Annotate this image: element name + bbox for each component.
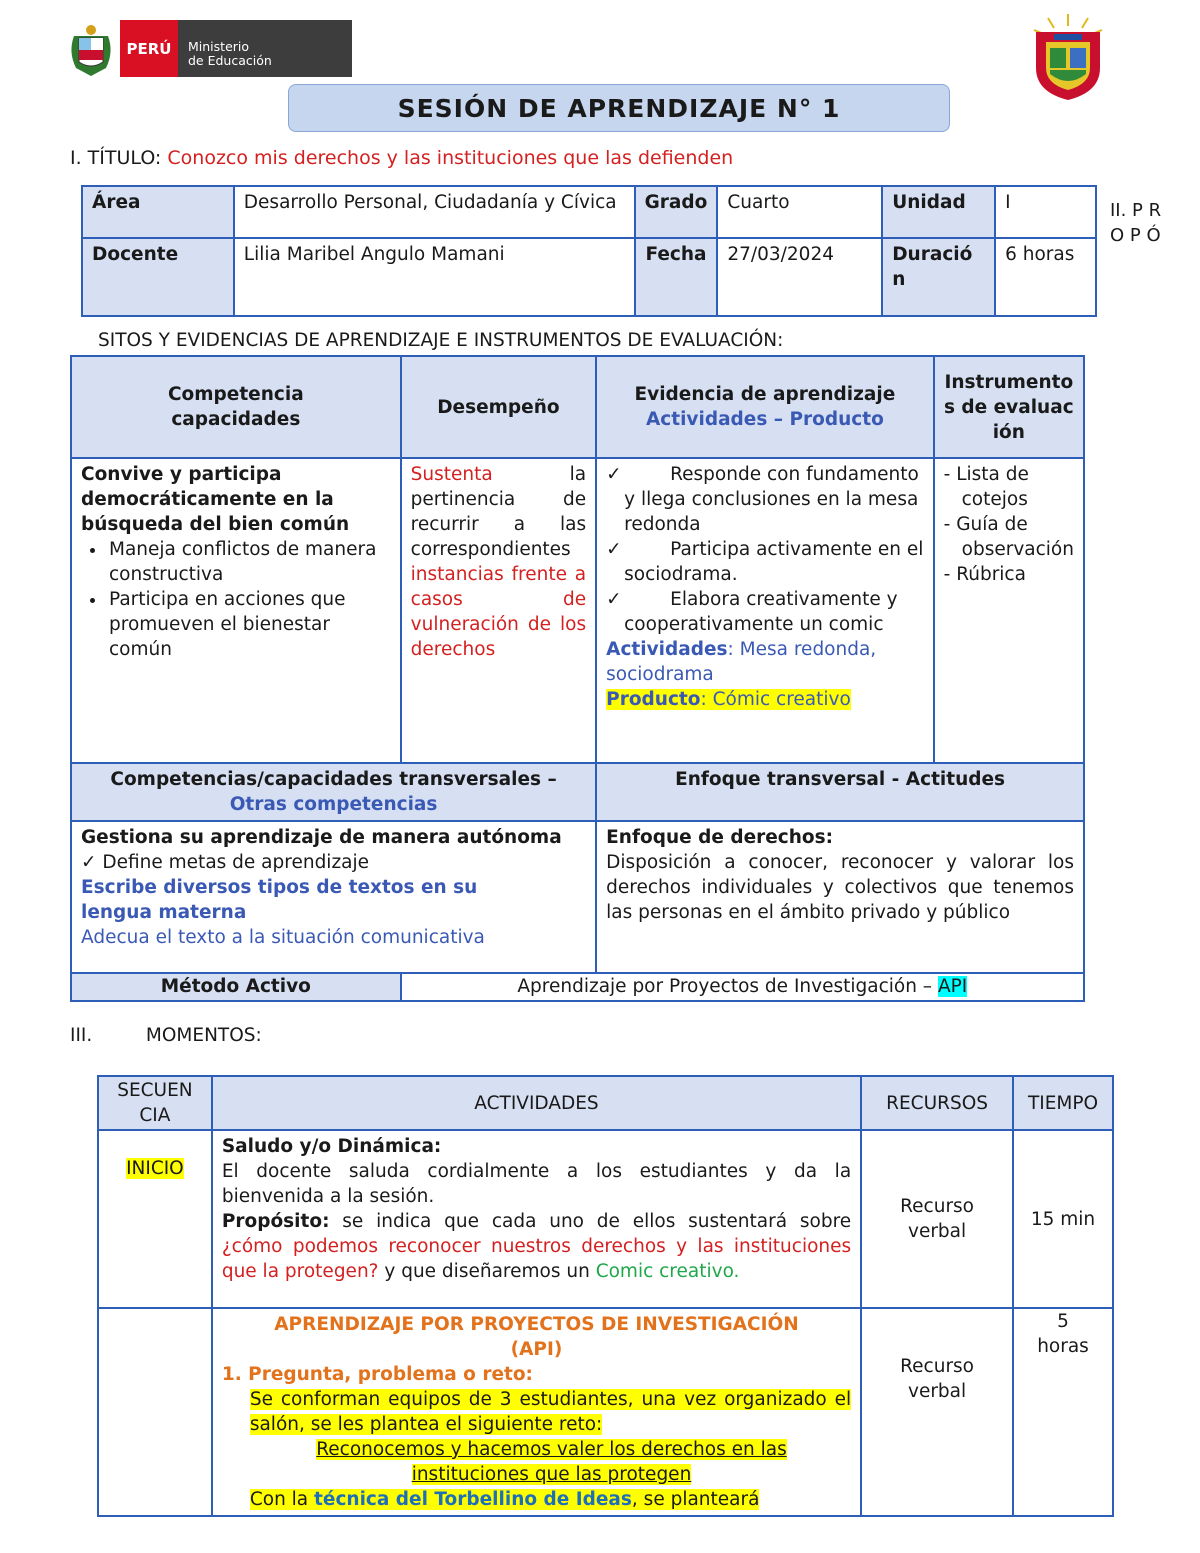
secuencia-empty-cell (98, 1308, 212, 1516)
api-title: APRENDIZAJE POR PROYECTOS DE INVESTIGACIÓN (API) (274, 1314, 799, 1360)
header-recursos: RECURSOS (861, 1076, 1013, 1130)
evidencia-item: ✓ Elabora creativamente y cooperativamente un comic (606, 589, 898, 635)
step1-text-wrap (222, 1387, 851, 1437)
metodo-value: Aprendizaje por Proyectos de Investigación – (517, 976, 933, 997)
area-value: Desarrollo Personal, Ciudadanía y Cívica (234, 186, 635, 238)
desempeno-verb: Sustenta (410, 464, 493, 485)
inicio-actividades-cell (212, 1130, 861, 1308)
producto-value: : Cómic creativo (700, 689, 851, 710)
enfoque-cell (596, 821, 1084, 973)
check-icon: ✓ (606, 464, 622, 485)
desempeno-text: la pertinencia de recurrir a las correspondientes (410, 464, 587, 560)
tecnica-name: técnica del Torbellino de Ideas (314, 1489, 632, 1510)
header-competencia: Competencia capacidades (71, 356, 401, 458)
inicio-tiempo: 15 min (1013, 1130, 1113, 1308)
desempeno-red-text: instancias frente a casos de vulneración de los derechos (410, 564, 587, 660)
api-recurso: Recurso verbal (861, 1308, 1013, 1516)
evidencia-item: ✓ Participa activamente en el sociodrama. (606, 539, 924, 585)
ministerio-label (178, 20, 272, 77)
ministerio-line1: Ministerio (188, 39, 250, 54)
check-icon: ✓ (606, 589, 622, 610)
enfoque-title: Enfoque de derechos: (606, 827, 834, 848)
metodo-label: Método Activo (71, 973, 401, 1001)
section-iii-heading (70, 1025, 262, 1046)
competencia-title: Convive y participa democráticamente en la búsqueda del bien común (81, 464, 350, 535)
capacidad-item: • Participa en acciones que promueven el bienestar común (107, 587, 391, 662)
section-iii-title: MOMENTOS: (145, 1025, 262, 1046)
secuencia-inicio: INICIO (126, 1158, 184, 1179)
instrumento-item: - Guía de observación (943, 514, 1074, 560)
unidad-label: Unidad (882, 186, 995, 238)
peru-label: PERÚ (120, 20, 178, 77)
section-iii-label: III. (70, 1025, 93, 1046)
evidencia-cell (596, 458, 934, 763)
escribe-title: Escribe diversos tipos de textos en su lengua materna (81, 877, 478, 923)
tecnica-pre: Con la (249, 1489, 309, 1510)
header-secuencia: SECUENCIA (98, 1076, 212, 1130)
header-instrumentos: Instrumentos de evaluación (934, 356, 1084, 458)
capacidades-list (81, 537, 391, 662)
ministerio-educacion-logo (120, 20, 352, 77)
header-tiempo: TIEMPO (1013, 1076, 1113, 1130)
transversales-cell (71, 821, 596, 973)
header-transversales: Competencias/capacidades transversales – Otras competencias (71, 763, 596, 821)
proposito-product: Comic creativo. (595, 1261, 740, 1282)
instrumento-item: - Lista de cotejos (943, 464, 1029, 510)
section-i-label: I. TÍTULO: (70, 147, 162, 169)
proposito-text: se indica que cada uno de ellos sustentará sobre (342, 1211, 852, 1232)
producto-line (606, 687, 924, 712)
tecnica-post: , se planteará (631, 1489, 760, 1510)
info-table (81, 185, 1097, 317)
header-evidencia (596, 356, 934, 458)
header-otras-competencias: Otras competencias (229, 794, 438, 815)
section-ii-label: II. P R O P Ó (1110, 200, 1162, 246)
duracion-label: Duración (882, 238, 995, 316)
producto-label: Producto (606, 689, 701, 710)
unidad-value: I (995, 186, 1096, 238)
session-topic: Conozco mis derechos y las instituciones que las defienden (167, 147, 734, 169)
session-title: SESIÓN DE APRENDIZAJE N° 1 (288, 84, 950, 132)
momentos-table (97, 1075, 1114, 1517)
header-evidencia-subtitle: Actividades – Producto (645, 409, 884, 430)
fecha-label: Fecha (635, 238, 718, 316)
peru-coat-of-arms-logo (66, 22, 116, 78)
reto-text: Reconocemos y hacemos valer los derechos en las instituciones que las protegen (316, 1439, 787, 1485)
proposito-label: Propósito: (221, 1211, 330, 1232)
section-ii-title: SITOS Y EVIDENCIAS DE APRENDIZAJE E INSTRUMENTOS DE EVALUACIÓN: (98, 330, 784, 351)
evidencia-item: ✓ Responde con fundamento y llega conclusiones en la mesa redonda (606, 464, 919, 535)
actividades-label: Actividades (606, 639, 728, 660)
area-label: Área (82, 186, 234, 238)
actividades-line (606, 637, 924, 687)
desempeno-cell (401, 458, 596, 763)
grado-value: Cuarto (717, 186, 882, 238)
metodo-value-cell (401, 973, 1084, 1001)
metodo-api: API (937, 976, 968, 997)
section-title-heading (70, 147, 733, 169)
header-transversales-title: Competencias/capacidades transversales (110, 769, 542, 790)
competencia-cell (71, 458, 401, 763)
header-evidencia-title: Evidencia de aprendizaje (634, 384, 896, 405)
header-actividades: ACTIVIDADES (212, 1076, 861, 1130)
docente-value: Lilia Maribel Angulo Mamani (234, 238, 635, 316)
capacidad-item: • Maneja conflictos de manera constructiva (107, 537, 391, 587)
docente-label: Docente (82, 238, 234, 316)
step1-title: 1. Pregunta, problema o reto: (221, 1364, 533, 1385)
grado-label: Grado (635, 186, 718, 238)
api-tiempo: 5 horas (1013, 1308, 1113, 1516)
saludo-title: Saludo y/o Dinámica: (221, 1136, 442, 1157)
saludo-text: El docente saluda cordialmente a los estudiantes y da la bienvenida a la sesión. (221, 1161, 852, 1207)
reto-wrap (222, 1437, 851, 1487)
tecnica-line (222, 1487, 851, 1512)
proposito-text2: y que diseñaremos un (384, 1261, 590, 1282)
duracion-value: 6 horas (995, 238, 1096, 316)
fecha-value: 27/03/2024 (717, 238, 882, 316)
school-shield-logo (1028, 12, 1108, 102)
secuencia-cell (98, 1130, 212, 1308)
check-icon: ✓ (81, 852, 103, 873)
inicio-recurso: Recurso verbal (861, 1130, 1013, 1308)
instrumento-item: - Rúbrica (943, 564, 1026, 585)
instrumentos-cell (934, 458, 1084, 763)
step1-text: Se conforman equipos de 3 estudiantes, una vez organizado el salón, se les plantea el siguiente reto: (249, 1389, 852, 1435)
gestiona-item: ✓ Define metas de aprendizaje (81, 852, 370, 873)
check-icon: ✓ (606, 539, 622, 560)
header-desempeno: Desempeño (401, 356, 596, 458)
header-enfoque: Enfoque transversal - Actitudes (596, 763, 1084, 821)
ministerio-line2: de Educación (188, 53, 272, 68)
api-actividades-cell (212, 1308, 861, 1516)
proposito-paragraph (222, 1209, 851, 1284)
actividades-value: : Mesa redonda, sociodrama (606, 639, 877, 685)
enfoque-text: Disposición a conocer, reconocer y valorar los derechos individuales y colectivos que tenemos las personas en el ámbito privado y público (606, 852, 1074, 923)
proposito-question: ¿cómo podemos reconocer nuestros derechos y las instituciones que la protegen? (221, 1236, 852, 1282)
competencias-table (70, 355, 1085, 1002)
escribe-item: Adecua el texto a la situación comunicativa (81, 927, 485, 948)
gestiona-title: Gestiona su aprendizaje de manera autónoma (81, 827, 562, 848)
